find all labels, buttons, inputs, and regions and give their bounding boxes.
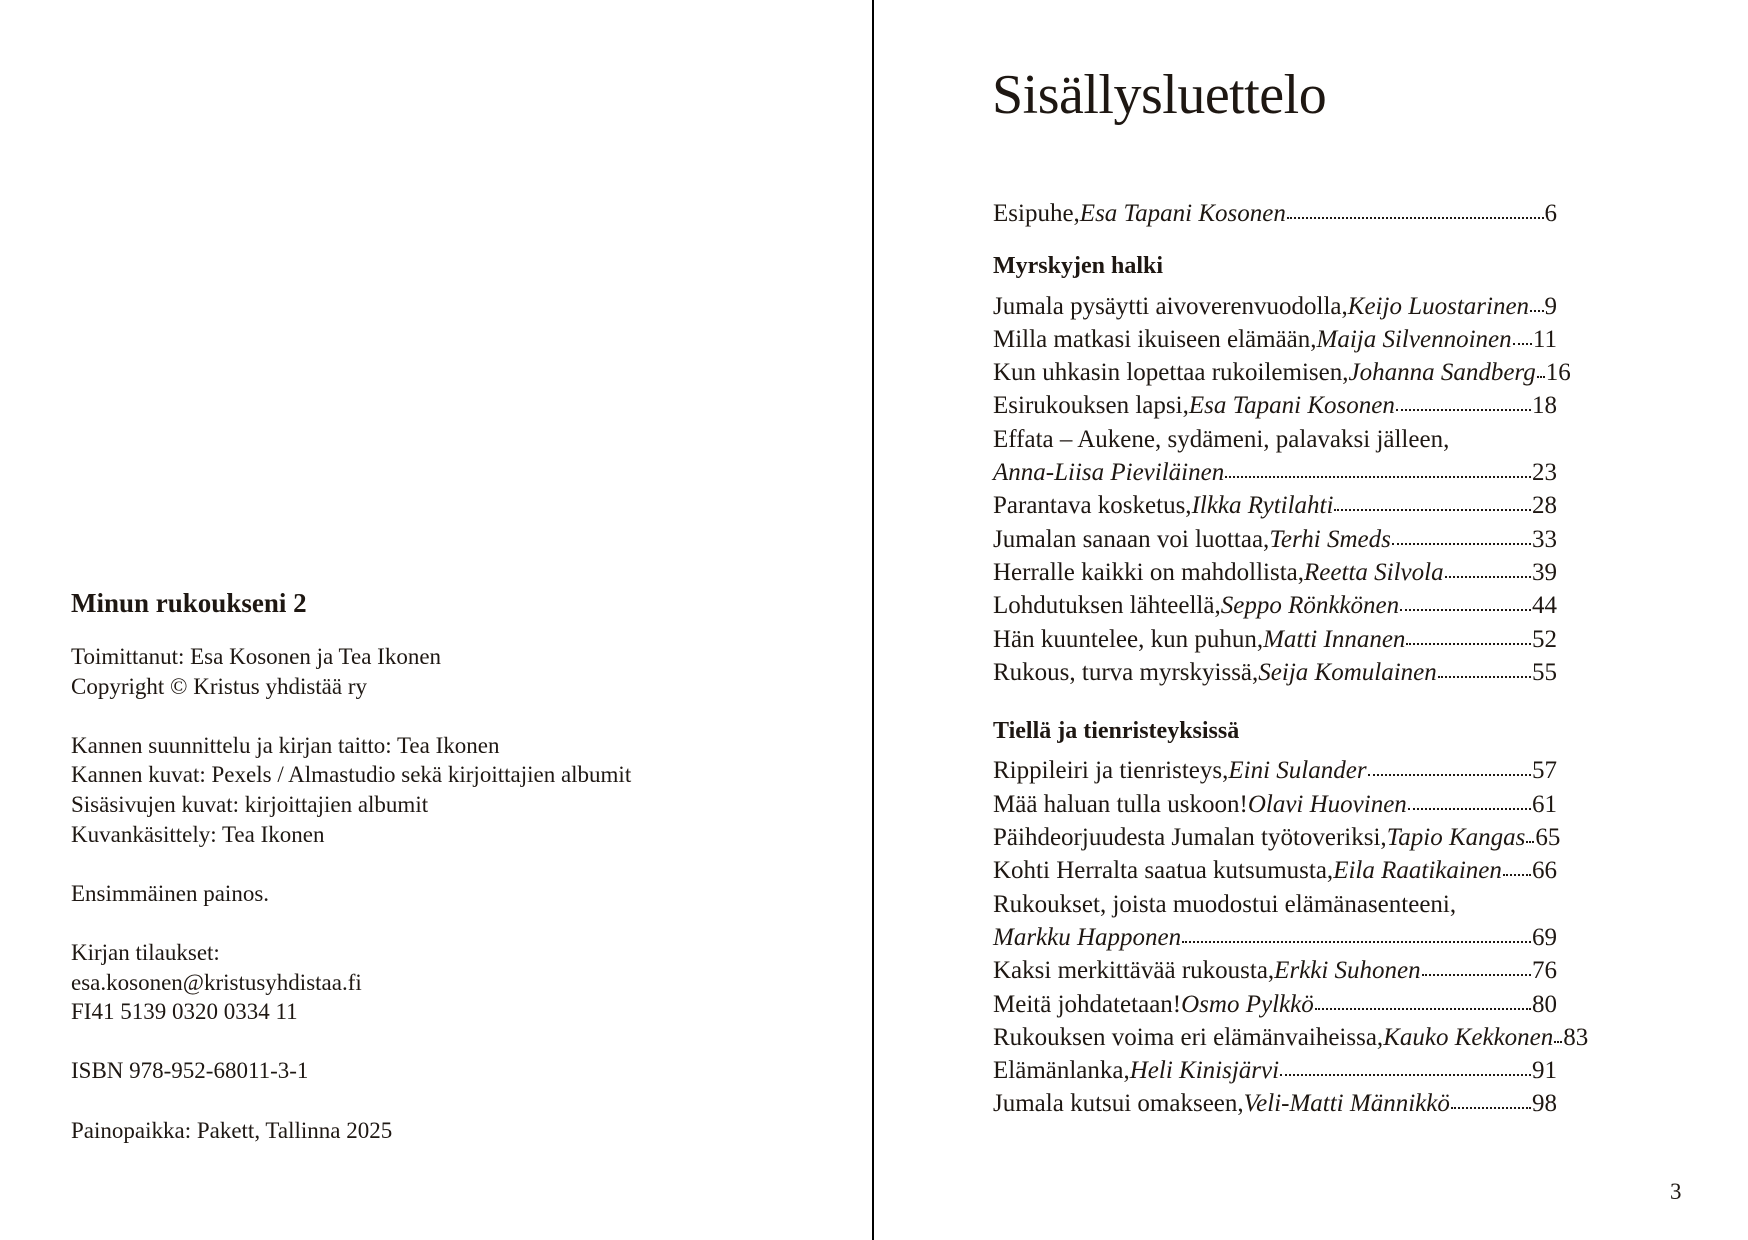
toc-entry[interactable] — [993, 556, 1557, 589]
entry-page-number: 69 — [1532, 923, 1557, 951]
toc-entry[interactable] — [993, 988, 1557, 1021]
entry-page-number: 98 — [1532, 1090, 1557, 1118]
toc-entry[interactable] — [993, 356, 1571, 389]
entry-author: Osmo Pylkkö — [1181, 990, 1314, 1018]
entry-page-number: 57 — [1532, 757, 1557, 785]
imprint-line[interactable]: esa.kosonen@kristusyhdistaa.fi — [71, 969, 362, 995]
imprint-spacer — [71, 908, 771, 938]
entry-page-number: 18 — [1532, 392, 1557, 420]
entry-author: Esa Tapani Kosonen — [1079, 200, 1286, 227]
entry-author: Heli Kinisjärvi — [1129, 1057, 1280, 1085]
dot-leader — [1422, 974, 1531, 976]
imprint-spacer — [71, 701, 771, 731]
table-of-contents — [993, 197, 1589, 1121]
entry-page-number: 11 — [1532, 325, 1557, 353]
entry-page-number: 80 — [1532, 990, 1557, 1018]
entry-title: Rukouksen voima eri elämänvaiheissa, — [993, 1023, 1384, 1051]
entry-author: Seppo Rönkkönen — [1220, 592, 1400, 620]
dot-leader — [1315, 1008, 1531, 1010]
entry-page-number: 16 — [1545, 359, 1571, 387]
entry-title: Kohti Herralta saatua kutsumusta, — [993, 857, 1334, 885]
toc-entry[interactable] — [993, 656, 1557, 689]
toc-entry[interactable] — [993, 323, 1557, 356]
entry-page-number: 61 — [1532, 790, 1557, 818]
entry-author: Matti Innanen — [1263, 625, 1406, 653]
entry-author: Tapio Kangas — [1386, 824, 1526, 852]
toc-entry[interactable] — [993, 1021, 1589, 1054]
entry-author: Eini Sulander — [1228, 757, 1367, 785]
book-title: Minun rukoukseni 2 — [71, 588, 307, 618]
entry-title: Effata – Aukene, sydämeni, palavaksi jälleen, — [993, 425, 1450, 453]
toc-entry[interactable] — [993, 389, 1557, 422]
entry-title: Meitä johdatetaan! — [993, 990, 1182, 1018]
entry-author: Kauko Kekkonen — [1383, 1023, 1554, 1051]
toc-entry-title-line[interactable] — [993, 423, 1557, 456]
entry-author: Ilkka Rytilahti — [1191, 492, 1334, 520]
toc-entry[interactable] — [993, 589, 1557, 622]
dot-leader — [1368, 774, 1531, 776]
dot-leader — [1526, 841, 1534, 843]
entry-page-number: 83 — [1563, 1023, 1589, 1051]
right-page-contents — [874, 0, 1748, 1240]
entry-title: Mää haluan tulla uskoon! — [993, 790, 1248, 818]
toc-entry-title-line[interactable] — [993, 888, 1557, 921]
section-heading: Tiellä ja tienristeyksissä — [993, 718, 1240, 745]
entry-title: Päihdeorjuudesta Jumalan työtoveriksi, — [993, 824, 1387, 852]
entry-page-number: 9 — [1544, 292, 1557, 320]
entry-author: Terhi Smeds — [1269, 525, 1391, 553]
entry-page-number: 65 — [1535, 824, 1561, 852]
entry-title: Milla matkasi ikuiseen elämään, — [993, 325, 1317, 353]
imprint-line: Kirjan tilaukset: — [71, 939, 220, 965]
left-page-imprint — [0, 0, 872, 1240]
entry-author: Olavi Huovinen — [1247, 790, 1407, 818]
entry-author: Eila Raatikainen — [1333, 857, 1502, 885]
entry-title: Jumalan sanaan voi luottaa, — [993, 525, 1270, 553]
entry-title: Kaksi merkittävää rukousta, — [993, 957, 1275, 985]
entry-page-number: 23 — [1532, 459, 1557, 487]
imprint-line: Kuvankäsittely: Tea Ikonen — [71, 821, 325, 847]
toc-entry[interactable] — [993, 1087, 1557, 1120]
entry-title: Esirukouksen lapsi, — [993, 392, 1189, 420]
section-spacer — [993, 230, 1557, 250]
entry-author: Markku Happonen — [993, 923, 1182, 951]
toc-entry[interactable] — [993, 623, 1557, 656]
entry-title: Hän kuuntelee, kun puhun, — [993, 625, 1264, 653]
toc-entry[interactable] — [993, 523, 1557, 556]
dot-leader — [1408, 808, 1531, 810]
imprint-line: Copyright © Kristus yhdistää ry — [71, 673, 368, 699]
toc-entry[interactable] — [993, 788, 1557, 821]
entry-title: Jumala pysäytti aivoverenvuodolla, — [993, 292, 1348, 320]
dot-leader — [1537, 376, 1545, 378]
section-spacer — [993, 689, 1557, 715]
entry-title: Parantava kosketus, — [993, 492, 1192, 520]
entry-page-number: 66 — [1532, 857, 1557, 885]
entry-title: Herralle kaikki on mahdollista, — [993, 558, 1305, 586]
dot-leader — [1554, 1041, 1562, 1043]
dot-leader — [1503, 874, 1531, 876]
toc-entry-intro[interactable] — [993, 197, 1557, 230]
imprint-line: Kannen suunnittelu ja kirjan taitto: Tea Ikonen — [71, 732, 500, 758]
page-number: 3 — [1670, 1179, 1682, 1204]
imprint-block — [71, 585, 771, 1145]
imprint-line: ISBN 978-952-68011-3-1 — [71, 1058, 309, 1084]
dot-leader — [1334, 509, 1531, 511]
entry-author: Erkki Suhonen — [1274, 957, 1421, 985]
dot-leader — [1451, 1107, 1531, 1109]
toc-entry[interactable] — [993, 290, 1557, 323]
dot-leader — [1406, 643, 1531, 645]
entry-title: Lohdutuksen lähteellä, — [993, 592, 1221, 620]
toc-entry[interactable] — [993, 921, 1557, 954]
dot-leader — [1280, 1074, 1531, 1076]
entry-author: Maija Silvennoinen — [1316, 325, 1512, 353]
imprint-details — [71, 642, 771, 1145]
entry-page-number: 76 — [1532, 957, 1557, 985]
dot-leader — [1396, 409, 1531, 411]
entry-page-number: 6 — [1544, 200, 1557, 227]
entry-title: Esipuhe, — [993, 200, 1080, 227]
imprint-line: Painopaikka: Pakett, Tallinna 2025 — [71, 1117, 393, 1143]
imprint-line: Sisäsivujen kuvat: kirjoittajien albumit — [71, 791, 429, 817]
entry-page-number: 39 — [1532, 558, 1557, 586]
entry-title: Jumala kutsui omakseen, — [993, 1090, 1244, 1118]
toc-entry[interactable] — [993, 456, 1557, 489]
imprint-line: Ensimmäinen painos. — [71, 880, 270, 906]
toc-entry[interactable] — [993, 854, 1557, 887]
imprint-spacer — [71, 1027, 771, 1057]
entry-title: Elämänlanka, — [993, 1057, 1130, 1085]
toc-entry[interactable] — [993, 821, 1561, 854]
toc-entry[interactable] — [993, 489, 1557, 522]
imprint-line: Kannen kuvat: Pexels / Almastudio sekä kirjoittajien albumit — [71, 762, 632, 788]
entry-author: Keijo Luostarinen — [1347, 292, 1530, 320]
dot-leader — [1400, 609, 1531, 611]
entry-title: Rippileiri ja tienristeys, — [993, 757, 1229, 785]
dot-leader — [1445, 576, 1531, 578]
entry-page-number: 33 — [1532, 525, 1557, 553]
dot-leader — [1225, 476, 1531, 478]
dot-leader — [1182, 941, 1531, 943]
entry-author: Johanna Sandberg — [1348, 359, 1536, 387]
entry-page-number: 28 — [1532, 492, 1557, 520]
entry-author: Reetta Silvola — [1304, 558, 1444, 586]
section-heading: Myrskyjen halki — [993, 253, 1164, 280]
imprint-line: Toimittanut: Esa Kosonen ja Tea Ikonen — [71, 644, 442, 669]
entry-author: Esa Tapani Kosonen — [1188, 392, 1395, 420]
entry-author: Veli-Matti Männikkö — [1243, 1090, 1450, 1118]
dot-leader — [1392, 543, 1531, 545]
imprint-spacer — [71, 1086, 771, 1116]
dot-leader — [1530, 310, 1543, 312]
entry-page-number: 52 — [1532, 625, 1557, 653]
toc-sections — [993, 230, 1589, 1120]
toc-entry[interactable] — [993, 1054, 1557, 1087]
entry-page-number: 91 — [1532, 1057, 1557, 1085]
dot-leader — [1513, 343, 1532, 345]
toc-entry[interactable] — [993, 754, 1557, 787]
dot-leader — [1438, 676, 1531, 678]
imprint-spacer — [71, 849, 771, 879]
entry-title: Rukoukset, joista muodostui elämänasenteeni, — [993, 890, 1457, 918]
entry-title: Kun uhkasin lopettaa rukoilemisen, — [993, 359, 1349, 387]
contents-title: Sisällysluettelo — [992, 64, 1327, 126]
entry-title: Rukous, turva myrskyissä, — [993, 658, 1259, 686]
entry-author: Seija Komulainen — [1258, 658, 1437, 686]
entry-author: Anna-Liisa Pieviläinen — [993, 459, 1225, 487]
dot-leader — [1287, 217, 1544, 219]
entry-page-number: 55 — [1532, 658, 1557, 686]
entry-page-number: 44 — [1532, 592, 1557, 620]
imprint-line: FI41 5139 0320 0334 11 — [71, 999, 298, 1025]
toc-entry[interactable] — [993, 954, 1557, 987]
